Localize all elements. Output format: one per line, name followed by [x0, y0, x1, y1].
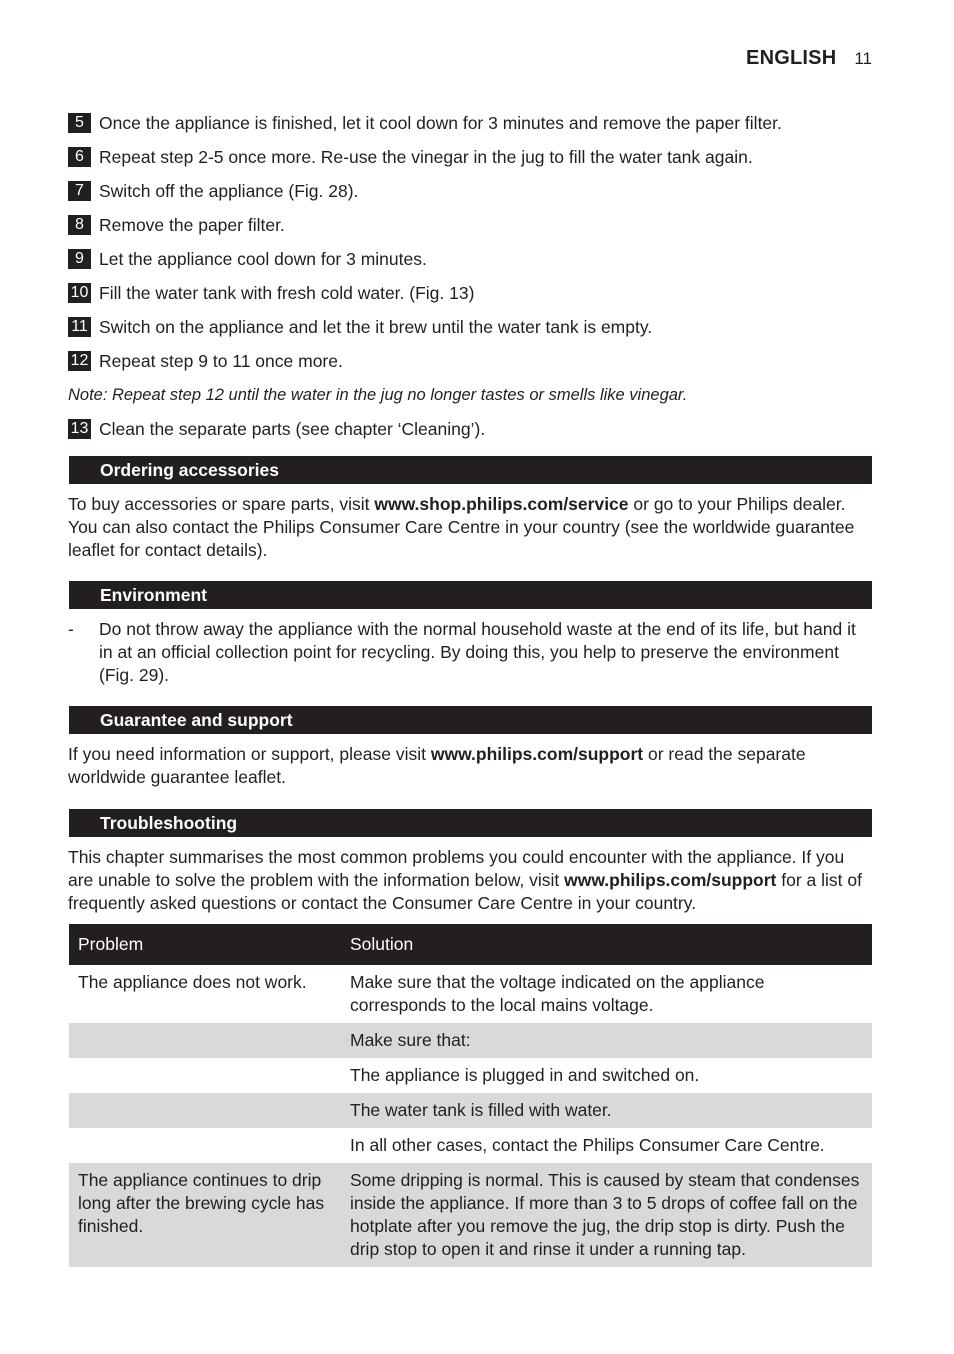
table-header-row: [69, 924, 872, 965]
step-item: [68, 276, 878, 310]
solution-cell: Make sure that:: [341, 1023, 872, 1058]
solution-cell: Make sure that the voltage indicated on the appliance corresponds to the local mains voltage.: [350, 972, 765, 1015]
section-heading-guarantee: Guarantee and support: [69, 706, 872, 734]
support-link[interactable]: www.philips.com/support: [564, 870, 777, 890]
step-number: 6: [68, 147, 91, 167]
guarantee-paragraph: [68, 743, 873, 789]
table-row: [69, 1093, 872, 1128]
step-number: 11: [68, 317, 91, 337]
environment-bullet: [68, 618, 873, 687]
paragraph-text: or read the separate worldwide guarantee leaflet.: [68, 744, 806, 787]
note-text: Note: Repeat step 12 until the water in the jug no longer tastes or smells like vinegar.: [68, 385, 688, 404]
table-row: [69, 965, 872, 1023]
paragraph-text: This chapter summarises the most common problems you could encounter with the appliance. If you are unable to solve the problem with the information below, visit: [68, 847, 845, 890]
step-item: [68, 344, 878, 378]
bullet-text: Do not throw away the appliance with the normal household waste at the end of its life, but hand it in at an official collection point for recycling. By doing this, you help to preserve the environment (Fig. 29).: [99, 619, 856, 685]
shop-link[interactable]: www.shop.philips.com/service: [374, 494, 629, 514]
step-text: Switch off the appliance (Fig. 28).: [99, 180, 359, 201]
problem-cell: [69, 1093, 341, 1128]
problem-cell: [69, 1023, 341, 1058]
paragraph-text: for a list of frequently asked questions or contact the Consumer Care Centre in your country.: [68, 870, 862, 913]
ordering-paragraph: [68, 493, 873, 562]
step-item: [68, 140, 878, 174]
column-header-problem: Problem: [69, 924, 341, 965]
step-number: 7: [68, 181, 91, 201]
table-row: [69, 1058, 872, 1093]
language-label: ENGLISH: [746, 47, 837, 69]
support-link[interactable]: www.philips.com/support: [430, 744, 644, 764]
step-text: Remove the paper filter.: [99, 214, 285, 235]
table-row: [69, 1023, 872, 1058]
table-row: [69, 1128, 872, 1163]
page-number: 11: [854, 49, 872, 68]
step-number: 10: [68, 283, 91, 303]
step-item: [68, 412, 878, 446]
paragraph-text: If you need information or support, please visit: [68, 744, 431, 764]
descaling-steps: [68, 106, 878, 446]
section-heading-troubleshooting: Troubleshooting: [69, 809, 872, 837]
column-header-solution: Solution: [341, 924, 872, 965]
step-text: Let the appliance cool down for 3 minutes.: [99, 248, 427, 269]
step-text: Repeat step 9 to 11 once more.: [99, 350, 343, 371]
problem-cell: [69, 1128, 341, 1163]
troubleshooting-table: [69, 924, 872, 1267]
table-row: [69, 1163, 872, 1267]
step-number: 12: [68, 351, 91, 371]
step-item: [68, 310, 878, 344]
step-number: 8: [68, 215, 91, 235]
step-item: [68, 106, 878, 140]
bullet-dash: -: [68, 619, 74, 639]
step-item: [68, 208, 878, 242]
problem-cell: The appliance does not work.: [78, 972, 307, 992]
step-text: Repeat step 2-5 once more. Re-use the vinegar in the jug to fill the water tank again.: [99, 146, 753, 167]
section-heading-environment: Environment: [69, 581, 872, 609]
problem-cell: The appliance continues to drip long after the brewing cycle has finished.: [69, 1163, 341, 1267]
solution-cell: The water tank is filled with water.: [341, 1093, 872, 1128]
paragraph-text: or go to your Philips dealer. You can also contact the Philips Consumer Care Centre in your country (see the worldwide guarantee leaflet for contact details).: [68, 494, 855, 560]
section-heading-ordering: Ordering accessories: [69, 456, 872, 484]
step-text: Clean the separate parts (see chapter ‘Cleaning’).: [99, 418, 486, 439]
solution-cell: Some dripping is normal. This is caused by steam that condenses inside the appliance. If more than 3 to 5 drops of coffee fall on the hotplate after you remove the jug, the drip stop is dirty. Push the drip stop to open it and rinse it under a running tap.: [341, 1163, 872, 1267]
solution-cell: In all other cases, contact the Philips Consumer Care Centre.: [350, 1135, 825, 1155]
step-text: Once the appliance is finished, let it cool down for 3 minutes and remove the paper filter.: [99, 112, 782, 133]
step-number: 5: [68, 113, 91, 133]
step-item: [68, 174, 878, 208]
step-text: Switch on the appliance and let the it brew until the water tank is empty.: [99, 316, 653, 337]
problem-cell: [69, 1058, 341, 1093]
paragraph-text: To buy accessories or spare parts, visit: [68, 494, 375, 514]
page-header: [746, 47, 872, 70]
solution-cell: The appliance is plugged in and switched on.: [350, 1065, 700, 1085]
step-number: 13: [68, 419, 91, 439]
step-item: [68, 242, 878, 276]
troubleshooting-paragraph: [68, 846, 873, 915]
step-number: 9: [68, 249, 91, 269]
step-text: Fill the water tank with fresh cold water. (Fig. 13): [99, 282, 475, 303]
